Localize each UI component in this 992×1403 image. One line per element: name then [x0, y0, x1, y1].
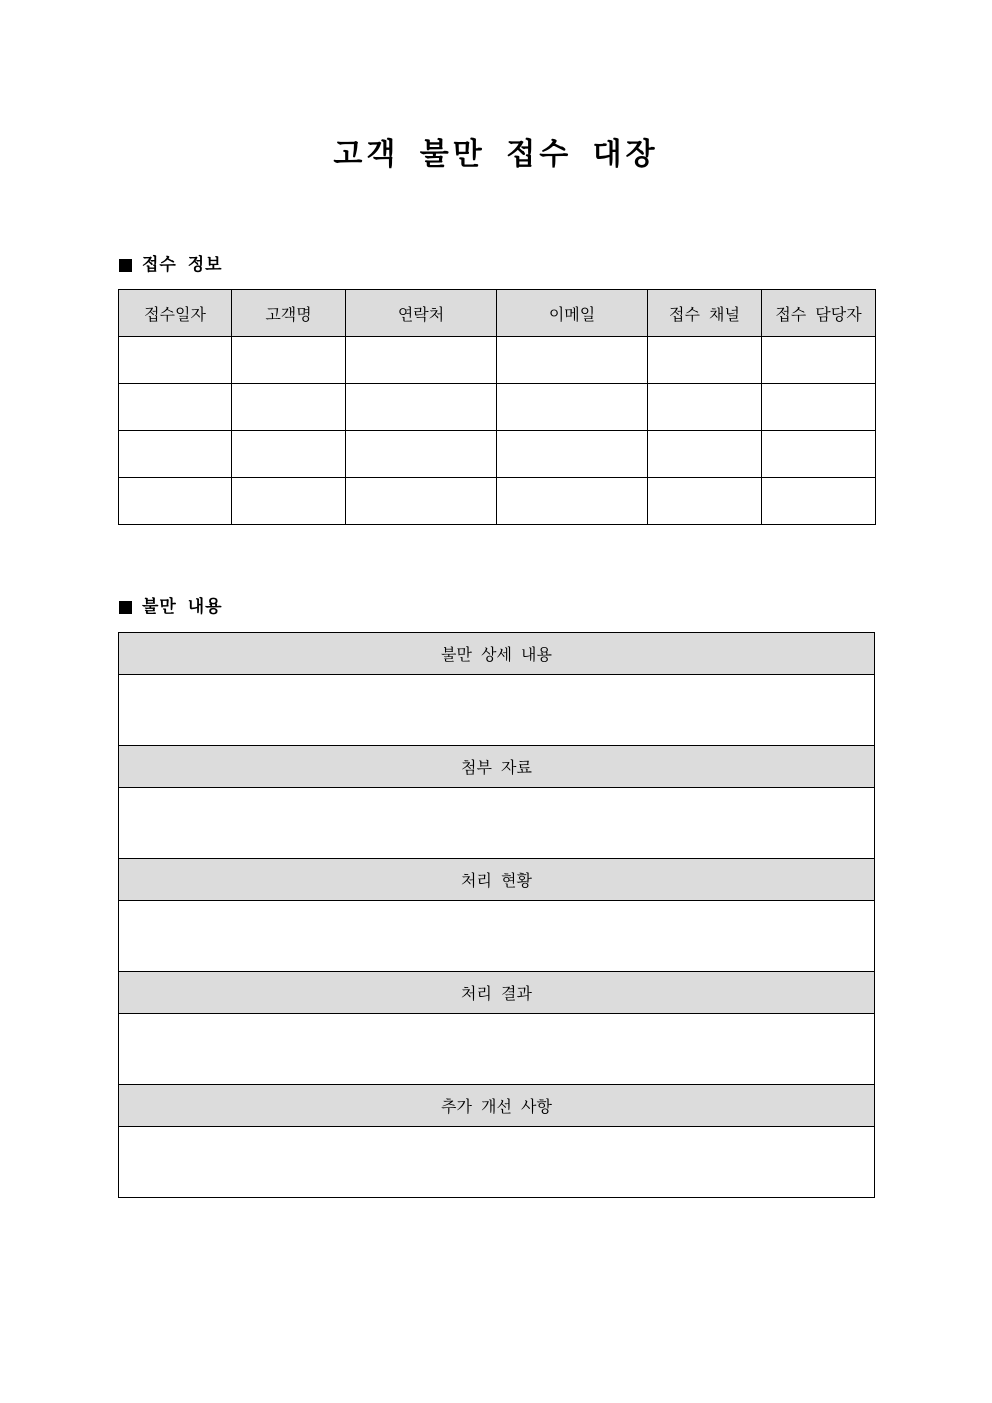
- complaint-content-row: [119, 1014, 875, 1085]
- table-cell[interactable]: [346, 384, 497, 431]
- table-cell[interactable]: [232, 478, 346, 525]
- table-row: [119, 384, 876, 431]
- column-header-channel: 접수 채널: [648, 290, 762, 337]
- improvement-label: 추가 개선 사항: [119, 1085, 875, 1127]
- table-cell[interactable]: [232, 431, 346, 478]
- table-row: [119, 337, 876, 384]
- table-cell[interactable]: [497, 384, 648, 431]
- complaint-label-row: [119, 633, 875, 675]
- table-row: [119, 478, 876, 525]
- section-heading-intake: [119, 253, 223, 277]
- column-header-contact: 연락처: [346, 290, 497, 337]
- column-header-customer-name: 고객명: [232, 290, 346, 337]
- table-cell[interactable]: [119, 337, 232, 384]
- processing-status-field[interactable]: [119, 901, 875, 972]
- complaint-content-row: [119, 1127, 875, 1198]
- table-cell[interactable]: [762, 337, 876, 384]
- complaint-content-row: [119, 901, 875, 972]
- complaint-detail-label: 불만 상세 내용: [119, 633, 875, 675]
- column-header-staff: 접수 담당자: [762, 290, 876, 337]
- table-cell[interactable]: [346, 478, 497, 525]
- table-cell[interactable]: [232, 337, 346, 384]
- section-heading-complaint: [119, 595, 223, 619]
- table-cell[interactable]: [762, 384, 876, 431]
- complaint-content-row: [119, 675, 875, 746]
- complaint-content-row: [119, 788, 875, 859]
- complaint-label-row: [119, 746, 875, 788]
- table-cell[interactable]: [648, 384, 762, 431]
- complaint-detail-field[interactable]: [119, 675, 875, 746]
- table-cell[interactable]: [497, 478, 648, 525]
- attachment-field[interactable]: [119, 788, 875, 859]
- section-heading-text: 접수 정보: [142, 255, 223, 275]
- complaint-content-table: [118, 632, 875, 1198]
- column-header-email: 이메일: [497, 290, 648, 337]
- table-header-row: [119, 290, 876, 337]
- processing-result-label: 처리 결과: [119, 972, 875, 1014]
- table-cell[interactable]: [648, 337, 762, 384]
- processing-result-field[interactable]: [119, 1014, 875, 1085]
- table-cell[interactable]: [648, 478, 762, 525]
- table-cell[interactable]: [232, 384, 346, 431]
- attachment-label: 첨부 자료: [119, 746, 875, 788]
- bullet-square-icon: [119, 601, 132, 614]
- document-title: 고객 불만 접수 대장: [333, 137, 659, 172]
- bullet-square-icon: [119, 259, 132, 272]
- table-cell[interactable]: [762, 431, 876, 478]
- table-cell[interactable]: [497, 337, 648, 384]
- table-cell[interactable]: [648, 431, 762, 478]
- table-cell[interactable]: [762, 478, 876, 525]
- section-heading-text: 불만 내용: [142, 597, 223, 617]
- table-cell[interactable]: [346, 431, 497, 478]
- complaint-label-row: [119, 972, 875, 1014]
- processing-status-label: 처리 현황: [119, 859, 875, 901]
- table-row: [119, 431, 876, 478]
- improvement-field[interactable]: [119, 1127, 875, 1198]
- table-cell[interactable]: [119, 478, 232, 525]
- intake-info-table: [118, 289, 876, 525]
- table-cell[interactable]: [119, 431, 232, 478]
- complaint-label-row: [119, 859, 875, 901]
- complaint-label-row: [119, 1085, 875, 1127]
- table-cell[interactable]: [119, 384, 232, 431]
- table-cell[interactable]: [346, 337, 497, 384]
- table-cell[interactable]: [497, 431, 648, 478]
- column-header-date: 접수일자: [119, 290, 232, 337]
